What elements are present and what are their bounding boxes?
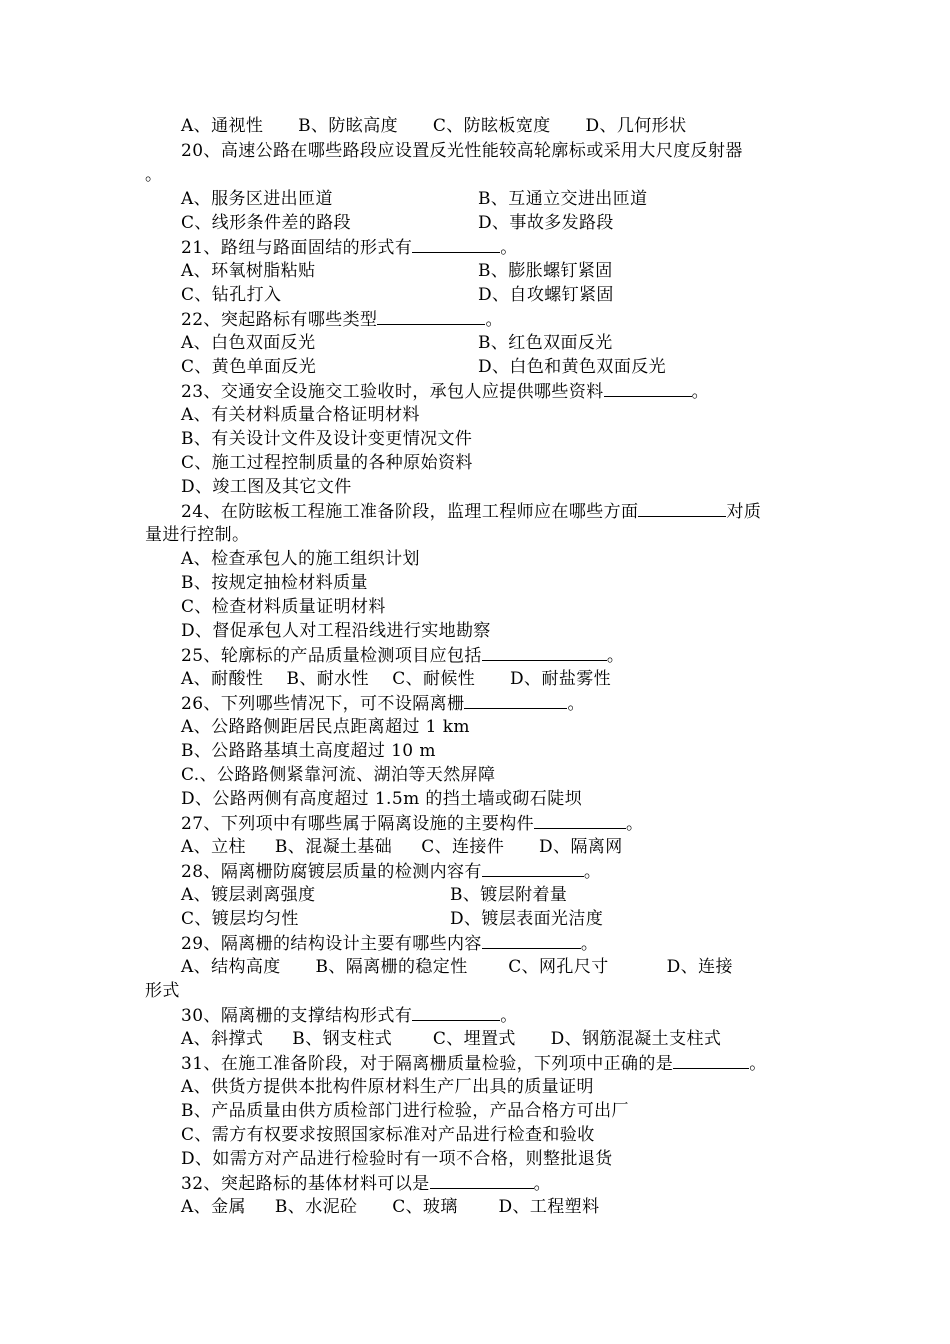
- option-line: C、钻孔打入: [181, 285, 282, 305]
- option-line: A、通视性 B、防眩高度 C、防眩板宽度 D、几何形状: [181, 116, 687, 136]
- question-text: 29、隔离栅的结构设计主要有哪些内容: [181, 934, 482, 954]
- question-line: 20、高速公路在哪些路段应设置反光性能较高轮廓标或采用大尺度反射器: [181, 141, 743, 161]
- question-tail: 。: [567, 694, 585, 714]
- question-text: 23、交通安全设施交工验收时，承包人应提供哪些资料: [181, 382, 604, 402]
- question-tail: 。: [583, 862, 602, 882]
- question-tail: 。: [485, 310, 503, 330]
- answer-blank: [412, 1004, 500, 1021]
- option-line: A、斜撑式 B、钢支柱式 C、埋置式 D、钢筋混凝土支柱式: [181, 1029, 722, 1049]
- answer-blank: [604, 380, 692, 397]
- answer-blank: [377, 308, 485, 325]
- option-line-right: D、白色和黄色双面反光: [478, 357, 667, 377]
- option-line: A、白色双面反光: [181, 333, 316, 353]
- question-text: 30、隔离栅的支撑结构形式有: [181, 1006, 413, 1026]
- option-line-right: D、镀层表面光洁度: [450, 909, 604, 929]
- option-line: C、检查材料质量证明材料: [181, 597, 386, 617]
- question-tail: 。: [580, 934, 599, 954]
- option-line: D、督促承包人对工程沿线进行实地勘察: [181, 621, 491, 641]
- answer-blank: [534, 812, 626, 829]
- option-line: A、结构高度 B、隔离栅的稳定性 C、网孔尺寸 D、连接: [181, 957, 733, 977]
- option-line: A、有关材料质量合格证明材料: [181, 405, 420, 425]
- question-line: [181, 932, 598, 955]
- question-line: [181, 644, 624, 667]
- option-line: C、施工过程控制质量的各种原始资料: [181, 453, 473, 473]
- question-tail: 对质: [726, 502, 762, 522]
- answer-blank: [673, 1052, 749, 1069]
- option-line: D、竣工图及其它文件: [181, 477, 352, 497]
- question-tail: 。: [533, 1174, 552, 1194]
- question-text: 32、突起路标的基体材料可以是: [181, 1174, 430, 1194]
- question-text: 27、下列项中有哪些属于隔离设施的主要构件: [181, 814, 535, 834]
- option-line: B、产品质量由供方质检部门进行检验，产品合格方可出厂: [181, 1101, 629, 1121]
- option-line: D、公路两侧有高度超过 1.5m 的挡土墙或砌石陡坝: [181, 789, 582, 809]
- question-line: [181, 500, 761, 523]
- question-text: 22、突起路标有哪些类型: [181, 310, 378, 330]
- option-line: B、有关设计文件及设计变更情况文件: [181, 429, 473, 449]
- option-line: A、环氧树脂粘贴: [181, 261, 316, 281]
- question-continuation: 量进行控制。: [145, 525, 250, 545]
- question-line: [181, 692, 585, 715]
- question-tail: 。: [500, 238, 518, 258]
- option-line: C、需方有权要求按照国家标准对产品进行检查和验收: [181, 1125, 595, 1145]
- option-line: C.、公路路侧紧靠河流、湖泊等天然屏障: [181, 765, 496, 785]
- question-text: 24、在防眩板工程施工准备阶段，监理工程师应在哪些方面: [181, 502, 639, 522]
- option-line: A、服务区进出匝道: [181, 189, 333, 209]
- question-line: [181, 812, 643, 835]
- answer-blank: [482, 860, 584, 877]
- question-tail: 。: [500, 1006, 518, 1026]
- option-line: A、耐酸性 B、耐水性 C、耐候性 D、耐盐雾性: [181, 669, 612, 689]
- option-line: B、按规定抽检材料质量: [181, 573, 368, 593]
- question-line: [181, 1052, 767, 1075]
- option-line: C、黄色单面反光: [181, 357, 317, 377]
- option-line: A、供货方提供本批构件原材料生产厂出具的质量证明: [181, 1077, 594, 1097]
- option-line: A、金属 B、水泥砼 C、玻璃 D、工程塑料: [181, 1197, 600, 1217]
- option-line: D、如需方对产品进行检验时有一项不合格，则整批退货: [181, 1149, 613, 1169]
- question-continuation: 。: [145, 165, 163, 185]
- option-line: A、公路路侧距居民点距离超过 1 km: [181, 717, 470, 737]
- question-line: [181, 236, 518, 259]
- option-line-right: B、互通立交进出匝道: [478, 189, 648, 209]
- answer-blank: [464, 692, 567, 709]
- option-line: A、镀层剥离强度: [181, 885, 316, 905]
- question-text: 28、隔离栅防腐镀层质量的检测内容有: [181, 862, 482, 882]
- question-tail: 。: [606, 646, 625, 666]
- answer-blank: [412, 236, 500, 253]
- option-line: C、线形条件差的路段: [181, 213, 352, 233]
- answer-blank: [482, 932, 581, 949]
- question-tail: 。: [749, 1054, 767, 1074]
- option-line-right: B、膨胀螺钉紧固: [478, 261, 613, 281]
- question-tail: 。: [691, 382, 710, 402]
- option-line-right: D、事故多发路段: [478, 213, 614, 233]
- question-text: 21、路纽与路面固结的形式有: [181, 238, 413, 258]
- question-line: [181, 1172, 551, 1195]
- answer-blank: [482, 644, 607, 661]
- question-line: [181, 1004, 518, 1027]
- answer-blank: [430, 1172, 534, 1189]
- option-line-right: B、镀层附着量: [450, 885, 568, 905]
- option-line-right: B、红色双面反光: [478, 333, 613, 353]
- question-line: [181, 380, 709, 403]
- answer-blank: [638, 500, 726, 517]
- option-line: C、镀层均匀性: [181, 909, 299, 929]
- question-line: [181, 308, 503, 331]
- option-line: B、公路路基填土高度超过 10 m: [181, 741, 436, 761]
- question-text: 31、在施工准备阶段，对于隔离栅质量检验，下列项中正确的是: [181, 1054, 674, 1074]
- question-line: [181, 860, 601, 883]
- option-line: A、检查承包人的施工组织计划: [181, 549, 420, 569]
- question-text: 25、轮廓标的产品质量检测项目应包括: [181, 646, 482, 666]
- option-continuation: 形式: [145, 981, 180, 1001]
- question-tail: 。: [626, 814, 644, 834]
- option-line-right: D、自攻螺钉紧固: [478, 285, 614, 305]
- option-line: A、立柱 B、混凝土基础 C、连接件 D、隔离网: [181, 837, 623, 857]
- question-text: 26、下列哪些情况下，可不设隔离栅: [181, 694, 465, 714]
